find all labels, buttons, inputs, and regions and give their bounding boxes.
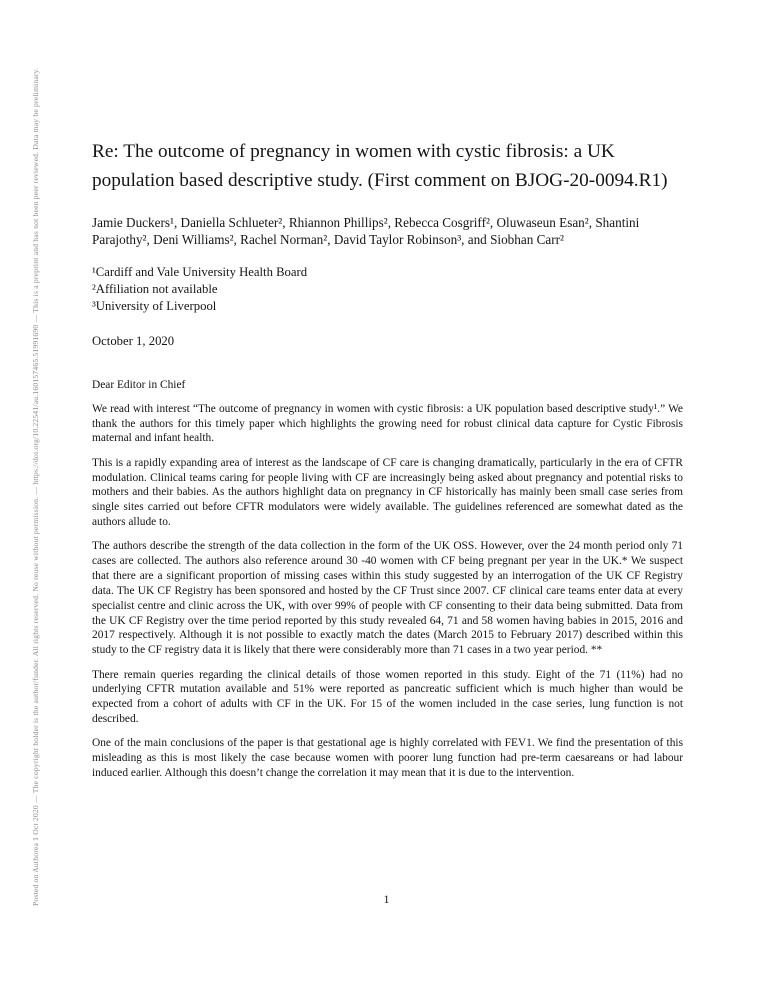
affiliation-2: ²Affiliation not available: [92, 281, 218, 296]
affiliation-list: [92, 264, 683, 315]
paragraph-3: The authors describe the strength of the data collection in the form of the UK OSS. However, over the 24 month period only 71 cases are collected. The authors also reference around 30 -40 women with CF being pregnant per year in the UK.* We suspect that there are a significant proportion of missing cases within this study suggested by an interrogation of the UK CF Registry data. The UK CF Registry has been sponsored and hosted by the CF Trust since 2007. CF clinical care teams enter data at every specialist centre and clinic across the UK, with over 99% of people with CF consenting to their data being submitted. Data from the UK CF Registry over the time period reported by this study revealed 64, 71 and 58 women having babies in 2015, 2016 and 2017 respectively. Although it is not possible to exactly match the dates (March 2015 to February 2017) described within this study to the CF registry data it is likely that there were considerably more than 71 cases in a two year period. **: [92, 540, 683, 657]
paragraph-1: We read with interest “The outcome of pregnancy in women with cystic fibrosis: a UK population based descriptive study¹.” We thank the authors for this timely paper which highlights the growing need for robust clinical data capture for Cystic Fibrosis maternal and infant health.: [92, 402, 683, 445]
affiliation-1: ¹Cardiff and Vale University Health Board: [92, 264, 308, 279]
letter-salutation: Dear Editor in Chief: [92, 378, 186, 391]
preprint-watermark: Posted on Authorea 1 Oct 2020 — The copyright holder is the author/funder. All rights reserved. No reuse without permission. — https://doi.org/10.22541/au.160157465.51991690 — This is a preprint and has not been peer reviewed. Data may be preliminary.: [31, 67, 40, 906]
paragraph-4: There remain queries regarding the clinical details of those women reported in this study. Eight of the 71 (11%) had no underlying CFTR mutation available and 51% were reported as pancreatic sufficient which is much higher than would be expected from a cohort of adults with CF in the UK. For 15 of the women included in the case series, lung function is not described.: [92, 668, 683, 725]
publication-date: October 1, 2020: [92, 333, 175, 348]
letter-body: [92, 402, 683, 781]
paper-title: Re: The outcome of pregnancy in women with cystic fibrosis: a UK population based descriptive study. (First comment on BJOG-20-0094.R1): [92, 141, 668, 191]
page-number: 1: [383, 894, 390, 906]
paper-content: [92, 138, 683, 790]
paragraph-2: This is a rapidly expanding area of interest as the landscape of CF care is changing dramatically, particularly in the era of CFTR modulation. Clinical teams caring for people living with CF are increasingly being asked about pregnancy and potential risks to mothers and their babies. As the authors highlight data on pregnancy in CF historically has mainly been small case series from single sites carried out before CFTR modulators were widely available. The guidelines referenced are somewhat dated as the authors allude to.: [92, 456, 683, 529]
author-list: Jamie Duckers¹, Daniella Schlueter², Rhiannon Phillips², Rebecca Cosgriff², Oluwaseun Esan², Shantini Parajothy², Deni Williams², Rachel Norman², David Taylor Robinson³, and Siobhan Carr²: [92, 214, 640, 248]
paragraph-5: One of the main conclusions of the paper is that gestational age is highly correlated with FEV1. We find the presentation of this misleading as this is most likely the case because women with poorer lung function had pre-term caesareans or had labour induced earlier. Although this doesn’t change the correlation it may mean that it is due to the intervention.: [92, 737, 683, 779]
affiliation-3: ³University of Liverpool: [92, 298, 217, 313]
